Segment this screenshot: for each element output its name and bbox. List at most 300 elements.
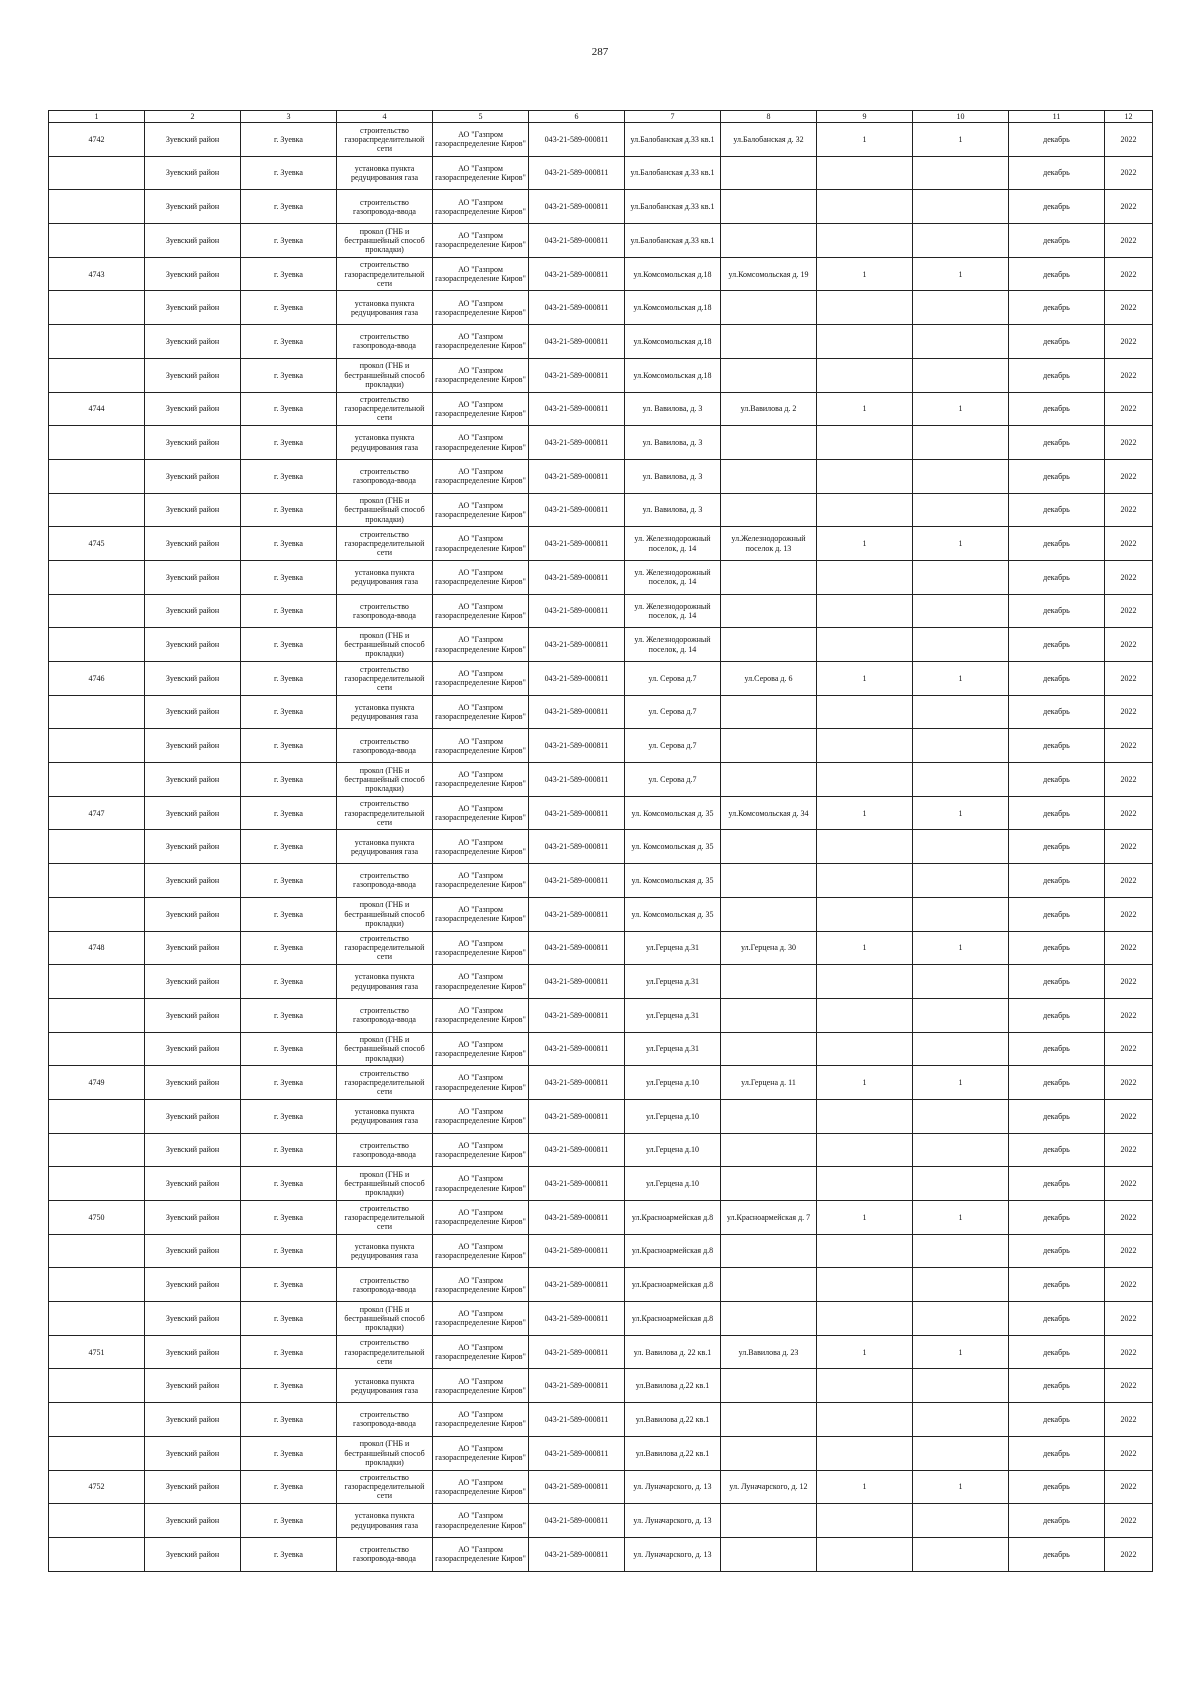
col-count-b-cell [913, 830, 1009, 864]
col-number-cell [49, 1504, 145, 1538]
col-code-text: 043-21-589-000811 [544, 505, 609, 515]
col-organization-cell [433, 459, 529, 493]
header-cell-1: 1 [49, 111, 145, 123]
col-address-cell [625, 358, 721, 392]
col-district-cell [145, 1403, 241, 1437]
col-work-type-cell [337, 1099, 433, 1133]
col-neighbor-address-cell [721, 560, 817, 594]
col-address-text: ул.Комсомольская д.18 [633, 370, 712, 380]
col-locality-text: г. Зуевка [274, 875, 303, 885]
col-organization-text: АО "Газпром газораспределение Киров" [435, 1376, 526, 1395]
col-address-text: ул.Красноармейская д.8 [631, 1212, 714, 1222]
col-organization-text: АО "Газпром газораспределение Киров" [435, 1241, 526, 1261]
col-organization-cell [433, 931, 529, 965]
col-code-cell [529, 1201, 625, 1235]
col-month-cell [1009, 1537, 1105, 1571]
col-month-text: декабрь [1043, 1179, 1070, 1189]
col-neighbor-address-cell [721, 763, 817, 797]
col-month-cell [1009, 1234, 1105, 1268]
col-count-a-cell [817, 392, 913, 426]
col-month-text: декабрь [1043, 943, 1070, 953]
col-count-b-cell [913, 864, 1009, 898]
col-locality-text: г. Зуевка [274, 572, 303, 582]
col-locality-cell [241, 763, 337, 797]
header-cell-6: 6 [529, 111, 625, 123]
col-organization-cell [433, 1302, 529, 1336]
col-address-text: ул.Красноармейская д.8 [631, 1280, 714, 1290]
col-work-type-text: установка пункта редуцирования газа [350, 163, 419, 183]
col-organization-text: АО "Газпром газораспределение Киров" [435, 1140, 526, 1159]
col-organization-text: АО "Газпром газораспределение Киров" [435, 332, 526, 351]
col-number-cell [49, 325, 145, 359]
col-work-type-cell [337, 358, 433, 392]
col-number-text: 4748 [88, 943, 105, 953]
col-locality-text: г. Зуевка [274, 505, 303, 515]
col-district-cell [145, 1504, 241, 1538]
table-row [49, 628, 1153, 662]
col-count-b-cell [913, 527, 1009, 561]
col-district-cell [145, 224, 241, 258]
col-count-b-cell [913, 662, 1009, 696]
col-year-text: 2022 [1120, 640, 1137, 650]
col-month-cell [1009, 662, 1105, 696]
col-code-cell [529, 156, 625, 190]
col-month-text: декабрь [1043, 1078, 1070, 1087]
col-count-a-cell [817, 156, 913, 190]
col-code-text: 043-21-589-000811 [544, 774, 609, 784]
table-row [49, 1234, 1153, 1268]
col-month-cell [1009, 123, 1105, 157]
col-year-text: 2022 [1120, 1212, 1137, 1222]
col-organization-cell [433, 392, 529, 426]
col-code-cell [529, 123, 625, 157]
col-district-cell [145, 1032, 241, 1066]
col-year-text: 2022 [1120, 976, 1137, 986]
col-district-text: Зуевский район [165, 741, 220, 751]
col-count-b-cell [913, 1099, 1009, 1133]
col-locality-cell [241, 998, 337, 1032]
col-count-b-cell [913, 1234, 1009, 1268]
col-address-text: ул. Луначарского, д. 13 [633, 1515, 712, 1525]
col-year-text: 2022 [1120, 774, 1137, 784]
col-work-type-cell [337, 897, 433, 931]
table-row [49, 392, 1153, 426]
col-neighbor-address-text: ул.Железнодорожный поселок д. 13 [731, 534, 806, 553]
col-locality-text: г. Зуевка [274, 539, 303, 548]
col-district-text: Зуевский район [165, 976, 220, 986]
col-count-b-cell [913, 426, 1009, 460]
col-address-cell [625, 1504, 721, 1538]
col-work-type-text: строительство газопровода-ввода [353, 1006, 416, 1025]
col-neighbor-address-cell [721, 190, 817, 224]
col-address-cell [625, 1133, 721, 1167]
col-month-text: декабрь [1043, 606, 1070, 616]
col-work-type-text: прокол (ГНБ и бестраншейный способ прокладки) [344, 1169, 425, 1198]
col-organization-text: АО "Газпром газораспределение Киров" [435, 635, 526, 654]
col-district-text: Зуевский район [165, 808, 220, 818]
col-address-cell [625, 527, 721, 561]
col-neighbor-address-cell [721, 662, 817, 696]
col-month-text: декабрь [1043, 707, 1070, 717]
col-locality-cell [241, 257, 337, 291]
table-row [49, 426, 1153, 460]
col-month-text: декабрь [1043, 909, 1070, 919]
col-count-b-cell [913, 1403, 1009, 1437]
col-work-type-text: прокол (ГНБ и бестраншейный способ прокладки) [344, 630, 425, 659]
col-address-text: ул.Герцена д.10 [646, 1145, 699, 1155]
col-year-cell [1105, 459, 1153, 493]
col-locality-cell [241, 1302, 337, 1336]
col-district-text: Зуевский район [165, 1078, 220, 1087]
col-year-cell [1105, 628, 1153, 662]
col-address-cell [625, 897, 721, 931]
col-address-cell [625, 1302, 721, 1336]
col-code-cell [529, 1234, 625, 1268]
col-locality-text: г. Зуевка [274, 842, 303, 852]
col-number-text: 4743 [88, 269, 105, 279]
col-count-b-cell [913, 291, 1009, 325]
col-neighbor-address-cell [721, 257, 817, 291]
col-month-text: декабрь [1043, 235, 1070, 245]
col-work-type-cell [337, 1066, 433, 1100]
table-row [49, 594, 1153, 628]
col-district-cell [145, 965, 241, 999]
col-locality-cell [241, 897, 337, 931]
col-count-b-cell [913, 1133, 1009, 1167]
col-locality-text: г. Зуевка [274, 1549, 303, 1559]
col-code-cell [529, 1167, 625, 1201]
col-number-cell [49, 257, 145, 291]
col-work-type-text: прокол (ГНБ и бестраншейный способ прокладки) [344, 226, 425, 254]
col-locality-text: г. Зуевка [274, 943, 303, 953]
col-neighbor-address-cell [721, 1234, 817, 1268]
col-count-a-cell [817, 662, 913, 696]
col-organization-cell [433, 662, 529, 696]
col-address-text: ул.Герцена д.10 [646, 1179, 699, 1189]
col-code-text: 043-21-589-000811 [544, 673, 609, 683]
col-address-cell [625, 1032, 721, 1066]
col-month-text: декабрь [1043, 572, 1070, 582]
col-count-b-cell [913, 965, 1009, 999]
col-number-text: 4742 [88, 134, 105, 144]
col-work-type-cell [337, 527, 433, 561]
col-work-type-text: прокол (ГНБ и бестраншейный способ прокладки) [344, 765, 425, 793]
col-code-cell [529, 796, 625, 830]
col-organization-text: АО "Газпром газораспределение Киров" [435, 871, 526, 890]
col-year-text: 2022 [1120, 943, 1137, 953]
col-district-cell [145, 527, 241, 561]
col-count-b-cell [913, 156, 1009, 190]
col-locality-cell [241, 291, 337, 325]
col-organization-cell [433, 1099, 529, 1133]
col-number-text: 4746 [88, 673, 105, 683]
col-organization-cell [433, 628, 529, 662]
col-neighbor-address-cell [721, 291, 817, 325]
col-month-cell [1009, 156, 1105, 190]
col-count-b-cell [913, 257, 1009, 291]
col-count-b-cell [913, 560, 1009, 594]
col-work-type-cell [337, 493, 433, 527]
table-body [49, 123, 1153, 1572]
col-address-cell [625, 1167, 721, 1201]
col-code-text: 043-21-589-000811 [544, 539, 609, 548]
col-locality-cell [241, 1099, 337, 1133]
col-count-a-cell [817, 1302, 913, 1336]
col-district-cell [145, 1302, 241, 1336]
col-locality-text: г. Зуевка [274, 370, 303, 380]
col-address-text: ул. Вавилова, д. 3 [642, 404, 703, 414]
header-cell-11: 11 [1009, 111, 1105, 123]
col-month-text: декабрь [1043, 1482, 1070, 1492]
col-locality-cell [241, 931, 337, 965]
col-organization-cell [433, 729, 529, 763]
table-row [49, 1302, 1153, 1336]
col-address-text: ул.Балобанская д.33 кв.1 [630, 202, 715, 212]
col-code-cell [529, 729, 625, 763]
col-number-cell [49, 1234, 145, 1268]
col-month-cell [1009, 1436, 1105, 1470]
col-year-cell [1105, 224, 1153, 258]
col-number-cell [49, 763, 145, 797]
col-year-cell [1105, 1133, 1153, 1167]
col-month-text: декабрь [1043, 808, 1070, 818]
col-work-type-text: строительство газопровода-ввода [353, 332, 416, 351]
col-month-cell [1009, 1504, 1105, 1538]
col-locality-cell [241, 594, 337, 628]
col-code-text: 043-21-589-000811 [544, 842, 609, 852]
col-organization-cell [433, 1470, 529, 1504]
col-month-cell [1009, 729, 1105, 763]
col-count-b-text: 1 [958, 1482, 963, 1492]
col-number-cell [49, 864, 145, 898]
col-code-text: 043-21-589-000811 [544, 471, 609, 481]
col-district-cell [145, 1537, 241, 1571]
col-neighbor-address-text: ул.Серова д. 6 [744, 673, 793, 683]
col-year-cell [1105, 1436, 1153, 1470]
table-row [49, 1268, 1153, 1302]
col-number-cell [49, 426, 145, 460]
col-number-cell [49, 1369, 145, 1403]
col-month-text: декабрь [1043, 673, 1070, 683]
col-month-text: декабрь [1043, 505, 1070, 515]
table-row [49, 695, 1153, 729]
table-row [49, 493, 1153, 527]
table-row [49, 1066, 1153, 1100]
col-code-cell [529, 190, 625, 224]
col-district-text: Зуевский район [165, 202, 220, 212]
col-year-cell [1105, 796, 1153, 830]
col-count-b-cell [913, 1436, 1009, 1470]
col-neighbor-address-text: ул.Красноармейская д. 7 [726, 1212, 811, 1222]
col-work-type-text: строительство газопровода-ввода [353, 1275, 416, 1294]
col-year-text: 2022 [1120, 1246, 1137, 1256]
col-month-cell [1009, 560, 1105, 594]
table-row [49, 1436, 1153, 1470]
col-count-b-cell [913, 1302, 1009, 1336]
col-year-text: 2022 [1120, 707, 1137, 717]
col-count-a-cell [817, 1369, 913, 1403]
col-code-text: 043-21-589-000811 [544, 1549, 609, 1559]
col-year-cell [1105, 830, 1153, 864]
col-month-cell [1009, 257, 1105, 291]
col-neighbor-address-cell [721, 897, 817, 931]
col-work-type-text: установка пункта редуцирования газа [350, 1376, 419, 1395]
col-count-a-cell [817, 931, 913, 965]
col-work-type-text: строительство газораспределительной сети [344, 529, 425, 558]
col-number-text: 4744 [88, 404, 105, 414]
col-work-type-cell [337, 594, 433, 628]
col-year-cell [1105, 729, 1153, 763]
col-address-cell [625, 628, 721, 662]
col-year-cell [1105, 493, 1153, 527]
col-work-type-cell [337, 325, 433, 359]
col-month-text: декабрь [1043, 1313, 1070, 1323]
col-neighbor-address-cell [721, 426, 817, 460]
col-year-text: 2022 [1120, 808, 1137, 818]
col-address-text: ул.Герцена д.31 [646, 1044, 699, 1054]
col-work-type-text: установка пункта редуцирования газа [350, 1107, 419, 1126]
col-count-a-cell [817, 493, 913, 527]
col-count-a-cell [817, 864, 913, 898]
col-code-cell [529, 1032, 625, 1066]
col-year-text: 2022 [1120, 471, 1137, 481]
col-count-b-text: 1 [958, 134, 963, 144]
col-neighbor-address-cell [721, 1099, 817, 1133]
col-year-cell [1105, 998, 1153, 1032]
col-address-text: ул.Красноармейская д.8 [631, 1313, 714, 1323]
col-year-text: 2022 [1120, 539, 1137, 548]
header-cell-8: 8 [721, 111, 817, 123]
col-count-a-cell [817, 965, 913, 999]
col-work-type-text: строительство газораспределительной сети [344, 395, 425, 423]
col-organization-cell [433, 796, 529, 830]
col-neighbor-address-cell [721, 1268, 817, 1302]
col-organization-cell [433, 224, 529, 258]
col-organization-cell [433, 325, 529, 359]
col-district-text: Зуевский район [165, 1313, 220, 1323]
col-year-cell [1105, 1470, 1153, 1504]
col-organization-cell [433, 695, 529, 729]
col-count-a-cell [817, 695, 913, 729]
col-count-b-cell [913, 123, 1009, 157]
col-number-cell [49, 224, 145, 258]
col-year-text: 2022 [1120, 168, 1137, 178]
col-count-b-text: 1 [958, 943, 963, 953]
col-year-cell [1105, 965, 1153, 999]
col-address-cell [625, 864, 721, 898]
col-address-cell [625, 156, 721, 190]
col-year-text: 2022 [1120, 1111, 1137, 1121]
col-month-text: декабрь [1043, 370, 1070, 380]
col-address-cell [625, 224, 721, 258]
col-count-b-cell [913, 1167, 1009, 1201]
col-work-type-text: установка пункта редуцирования газа [350, 298, 419, 317]
col-organization-cell [433, 594, 529, 628]
col-locality-cell [241, 560, 337, 594]
col-district-cell [145, 325, 241, 359]
col-locality-text: г. Зуевка [274, 1482, 303, 1492]
col-year-text: 2022 [1120, 875, 1137, 885]
col-count-a-text: 1 [862, 943, 867, 953]
col-number-cell [49, 392, 145, 426]
col-work-type-text: установка пункта редуцирования газа [350, 568, 419, 587]
col-work-type-text: строительство газопровода-ввода [353, 197, 416, 216]
col-organization-text: АО "Газпром газораспределение Киров" [435, 433, 526, 452]
table-row [49, 358, 1153, 392]
col-count-a-text: 1 [862, 539, 867, 548]
col-count-a-cell [817, 190, 913, 224]
col-work-type-cell [337, 1369, 433, 1403]
col-district-cell [145, 190, 241, 224]
table-row [49, 1201, 1153, 1235]
col-month-cell [1009, 1335, 1105, 1369]
col-year-text: 2022 [1120, 572, 1137, 582]
col-work-type-text: строительство газопровода-ввода [353, 1140, 416, 1159]
col-number-text: 4752 [88, 1482, 105, 1492]
col-locality-cell [241, 493, 337, 527]
col-neighbor-address-cell [721, 1436, 817, 1470]
col-organization-text: АО "Газпром газораспределение Киров" [435, 972, 526, 991]
col-district-text: Зуевский район [165, 1280, 220, 1290]
col-district-cell [145, 257, 241, 291]
col-address-cell [625, 1537, 721, 1571]
col-year-text: 2022 [1120, 1347, 1137, 1357]
col-count-b-cell [913, 1504, 1009, 1538]
col-locality-cell [241, 1201, 337, 1235]
col-address-cell [625, 426, 721, 460]
col-month-text: декабрь [1043, 1145, 1070, 1155]
col-count-a-cell [817, 325, 913, 359]
col-locality-text: г. Зуевка [274, 1044, 303, 1054]
col-address-cell [625, 763, 721, 797]
col-neighbor-address-cell [721, 156, 817, 190]
col-work-type-cell [337, 257, 433, 291]
col-count-a-cell [817, 729, 913, 763]
col-year-text: 2022 [1120, 134, 1137, 144]
col-year-cell [1105, 1268, 1153, 1302]
col-address-cell [625, 493, 721, 527]
col-neighbor-address-cell [721, 1470, 817, 1504]
col-count-a-cell [817, 358, 913, 392]
col-count-b-cell [913, 1268, 1009, 1302]
col-organization-cell [433, 1369, 529, 1403]
col-count-a-text: 1 [862, 1482, 867, 1492]
col-year-cell [1105, 426, 1153, 460]
col-code-cell [529, 864, 625, 898]
col-district-text: Зуевский район [165, 875, 220, 885]
col-district-text: Зуевский район [165, 1381, 220, 1391]
col-count-b-cell [913, 224, 1009, 258]
col-organization-text: АО "Газпром газораспределение Киров" [435, 770, 526, 789]
col-neighbor-address-cell [721, 830, 817, 864]
col-address-text: ул. Железнодорожный поселок, д. 14 [634, 568, 711, 587]
header-cell-10: 10 [913, 111, 1009, 123]
col-neighbor-address-cell [721, 864, 817, 898]
col-organization-text: АО "Газпром газораспределение Киров" [435, 1309, 526, 1328]
table-row [49, 224, 1153, 258]
col-locality-cell [241, 796, 337, 830]
col-count-b-text: 1 [958, 1078, 963, 1087]
table-row [49, 998, 1153, 1032]
table-row [49, 1504, 1153, 1538]
col-year-text: 2022 [1120, 1280, 1137, 1290]
col-year-cell [1105, 864, 1153, 898]
col-month-text: декабрь [1043, 1549, 1070, 1559]
col-number-cell [49, 1201, 145, 1235]
col-month-text: декабрь [1043, 471, 1070, 481]
col-work-type-text: прокол (ГНБ и бестраншейный способ прокладки) [344, 1439, 425, 1467]
col-locality-cell [241, 830, 337, 864]
